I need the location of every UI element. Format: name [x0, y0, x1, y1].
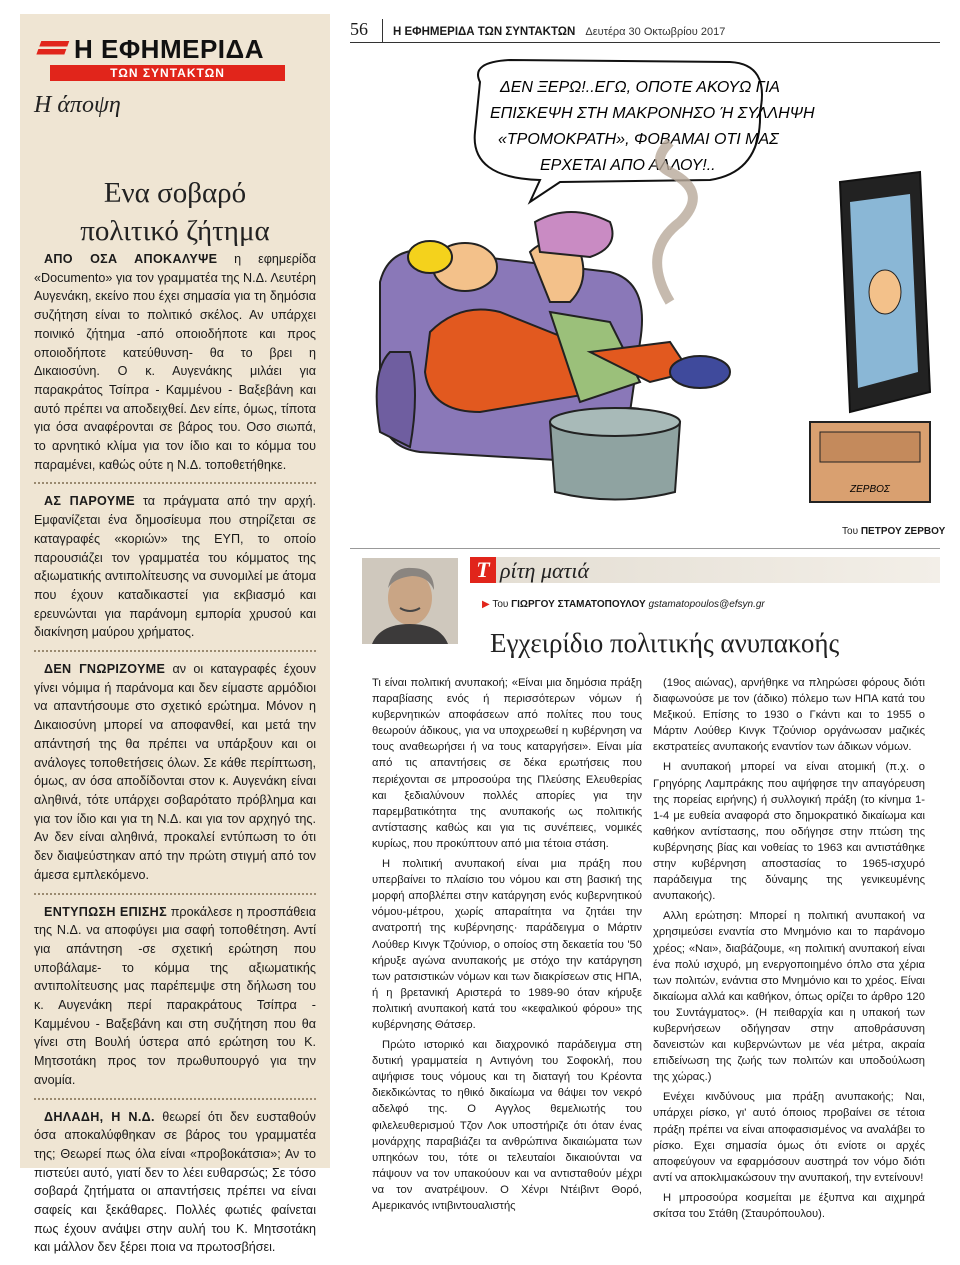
paragraph-lead: ΑΣ ΠΑΡΟΥΜΕ [44, 494, 135, 509]
cartoon-credit [842, 526, 945, 537]
divider [34, 482, 316, 484]
author-portrait-icon [362, 558, 458, 644]
paragraph-text: θεωρεί ότι δεν ευσταθούν όσα αποκαλύφθηκαν σε βάρος του γραμματέα της; Θεωρεί πως όλα είναι «προβοκάτσια»; Αν το πιστεύει αυτό, γιατί δεν το λέει ευθαρσώς; Σε τόσο σοβαρά ζητήματα οι απαντήσεις πρέπει να είναι σαφείς και ξεκάθαρες. Πολλές φωτιές φαίνεται πως έχουν ανάψει στην αυλή του Κ. Μητσοτάκη και μάλλον δεν ξέρει ποια να πρωτοσβήσει. [34, 1109, 316, 1255]
byline-arrow-icon: ▶ [482, 599, 490, 610]
publication-name: Η ΕΦΗΜΕΡΙΔΑ ΤΩΝ ΣΥΝΤΑΚΤΩΝ [393, 26, 576, 38]
column-paragraph: Η πολιτική ανυπακοή είναι μια πράξη που υπερβαίνει το πλαίσιο του νόμου και στη βασική της μορφή αποβλέπει στην κατάργηση ενός κυβερνητικού νόμου-μέτρου, χωρίς απαραίτητα να ζητάει την ανατροπή της κυβέρνησης· παράδειγμα ο Μάρτιν Λούθερ Κινγκ Τζούνιορ, ο οποίος στη δεκαετία του '50 κήρυξε αγώνα ανυπακοής με στόχο την κατάργηση των ρατσιστικών νόμων και των διακρίσεων στις ΗΠΑ, ή η βρετανική Αριστερά το 1989-90 όταν κήρυξε πολιτική ανυπακοή κατά του «κεφαλικού φόρου» της κυβέρνησης Θάτσερ. [372, 858, 642, 1031]
editorial-paragraph [34, 250, 316, 474]
editorial-title-line1: Ενα σοβαρό [103, 177, 247, 209]
logo-main-text: Η ΕΦΗΜΕΡΙΔΑ [74, 34, 264, 64]
paragraph-lead: ΔΗΛΑΔΗ, Η Ν.Δ. [44, 1109, 155, 1124]
page-number: 56 [350, 19, 383, 42]
credit-prefix: Του [842, 526, 861, 537]
divider [34, 1098, 316, 1100]
column-paragraph: Τι είναι πολιτική ανυπακοή; «Είναι μια δημόσια πράξη παραβίασης ενός ή περισσότερων νόμων ή κυβερνητικών αποφάσεων από πολίτες που τους θεωρούν άδικους, για να υποχρεωθεί η κυβέρνηση να τους αναθεωρήσει ή να τους καταργήσει». Είναι μία από τις απαντήσεις σε δέκα ερωτήσεις που περιέχονται σε μπροσούρα της Πλεύσης Ελευθερίας και ξεδιαλύνουν πολλές απορίες για την παρεμβατικότητα της ανυπακοής ως πολιτικής αντίστασης καθώς και για τις συνέπειες, νομικές κυρίως, που προκύπτουν από μια τέτοια στάση. [372, 677, 642, 850]
byline-prefix: Του [492, 599, 512, 610]
editorial-paragraph [34, 903, 316, 1090]
editorial-column [20, 14, 330, 1255]
column-paragraph: (19ος αιώνας), αρνήθηκε να πληρώσει φόρους διότι διαφωνούσε με τον (άδικο) πόλεμο των ΗΠΑ κατά του Μεξικού. Επίσης το 1930 ο Γκάντι και το 1955 ο Μάρτιν Λούθερ Κινγκ Τζούνιορ οργάνωσαν μαζικές εκστρατείες ανυπακοής εναντίον των άδικων νόμων. [653, 677, 925, 754]
cartoonist-signature: ΖΕΡΒΟΣ [850, 484, 890, 495]
logo-mark-icon [35, 41, 70, 59]
author-photo [362, 558, 458, 644]
editorial-title [20, 174, 330, 250]
column-headline: Εγχειρίδιο πολιτικής ανυπακοής [490, 628, 840, 658]
speech-line-4: ΕΡΧΕΤΑΙ ΑΠΟ ΑΛΛΟΥ!.. [540, 157, 716, 174]
divider [34, 893, 316, 895]
section-title: Η άποψη [34, 92, 121, 118]
column-paragraph: Πρώτο ιστορικό και διαχρονικό παράδειγμα στη δυτική γραμματεία η Αντιγόνη του Σοφοκλή, που αψήφισε τους νόμους και τη διαταγή του Κρέοντα διεκδικώντας το ηθικό δικαίωμα να θάψει τον νεκρό αδελφό της. Ο Αγγλος θεμελιωτής του φιλελευθερισμού Τζον Λοκ υποστήριζε ότι όταν ένας μονάρχης παραβιάζει τα ανθρώπινα δικαιώματα των υπηκόων του, τότε οι τελευταίοι δικαιούνται να πάψουν να τον υπακούουν και να αντισταθούν μέχρι να τον ανατρέψουν. Ο Χένρι Ντέιβιντ Θορό, Αμερικανός ιντιβιντουαλιστής [372, 1039, 642, 1212]
editorial-paragraph [34, 660, 316, 884]
paragraph-lead: ΔΕΝ ΓΝΩΡΙΖΟΥΜΕ [44, 662, 166, 677]
column-paragraph: Η ανυπακοή μπορεί να είναι ατομική (π.χ. ο Γρηγόρης Λαμπράκης που αψήφησε την απαγόρευση της πορείας ειρήνης) ή συλλογική πράξη (το κίνημα 1-1-4 με ευθεία αναφορά στο δημοκρατικό δικαίωμα και καθήκον αντίστασης, που οδήγησε στην πτώση της κυβέρνησης βίας και νοθείας το 1963 και αντιστάθηκε στην κυβέρνηση αποστασίας το 1965-ισχυρό παράδειγμα της δύναμης της γενικευμένης ανυπακοής). [653, 761, 925, 903]
logo-sub-text: ΤΩΝ ΣΥΝΤΑΚΤΩΝ [50, 65, 285, 81]
editorial-body [34, 250, 316, 1265]
speech-line-2: ΕΠΙΣΚΕΨΗ ΣΤΗ ΜΑΚΡΟΝΗΣΟ Ή ΣΥΛΛΗΨΗ [490, 105, 815, 122]
speech-line-3: «ΤΡΟΜΟΚΡΑΤΗ», ΦΟΒΑΜΑΙ ΟΤΙ ΜΑΣ [498, 131, 779, 148]
byline [482, 599, 765, 610]
speech-line-1: ΔΕΝ ΞΕΡΩ!..ΕΓΩ, ΟΠΟΤΕ ΑΚΟΥΩ ΓΙΑ [500, 79, 780, 96]
paragraph-lead: ΕΝΤΥΠΩΣΗ ΕΠΙΣΗΣ [44, 904, 167, 919]
column-text-b [653, 675, 925, 1226]
column-text-a [372, 675, 642, 1218]
newspaper-logo [38, 34, 298, 81]
page-header [350, 20, 940, 43]
cartoon-illustration [350, 52, 940, 522]
publication-date: Δευτέρα 30 Οκτωβρίου 2017 [585, 26, 726, 38]
paragraph-text: προκάλεσε η προσπάθεια της Ν.Δ. να αποφύγει μια σαφή τοποθέτηση. Αντί για απάντηση -σε σχετική ερώτηση που υποβάλαμε- το κόμμα της αξιωματικής αντιπολίτευσης μας παρέπεμψε στη δήλωση του κ. Αυγενάκη περί παρακράτους Τσίπρα - Καμμένου - Βαξεβάνη και στη συζήτηση που θα γίνει στη Βουλή ύστερα από ερώτηση του Κ. Μητσοτάκη προς τον πρωθυπουργό για την ανομία. [34, 904, 317, 1087]
column-paragraph: Ενέχει κινδύνους μια πράξη ανυπακοής; Ναι, υπάρχει ρίσκο, γι' αυτό όποιος προβαίνει σε τέτοια πράξη πρέπει να είναι αποφασισμένος να αναλάβει το ρίσκο. Εχει σημασία όμως ότι ενίοτε οι αρχές αποφεύγουν να εφαρμόσουν αυστηρά τον νόμο διότι αντί να αποκλιμακώσουν την ανυπακοή, την εντείνουν! [653, 1091, 925, 1184]
column-label-text: ρίτη ματιά [500, 558, 590, 583]
column-paragraph: Αλλη ερώτηση: Μπορεί η πολιτική ανυπακοή να χρησιμεύσει εναντία στο Μνημόνιο και το παράνομο χρέος; «Ναι», διαβάζουμε, «η πολιτική ανυπακοή είναι ένα πολύ ισχυρό, μη ενεργοποιημένο όπλο στα χέρια των πολιτών, ενάντια στο Μνημόνιο και το χρέος. Είναι δικαίωμα αλλά και καθήκον, όπως ορίζει το άρθρο 120 του Συντάγματος». (Η πειθαρχία και η υπακοή των κυβερνήσεων οδήγησαν στην αποθράσυνση δανειστών και κυβερνώντων με νέα μέτρα, ακραία επιδείνωση της ζωής των πολιτών και υποδούλωση της χώρας.) [653, 910, 925, 1084]
divider [34, 650, 316, 652]
editorial-paragraph [34, 1108, 316, 1258]
paragraph-text: η εφημερίδα «Documento» για τον γραμματέα της Ν.Δ. Λευτέρη Αυγενάκη, εκείνο που έχει σημασία για τη δημόσια συζήτηση είναι το πολιτικό σκέλος. Αν υπάρχει ποινικό ζήτημα -από οποιοδήποτε και προς οποιοδήποτε κατεύθυνση- θα το βρει η Δικαιοσύνη. Ο κ. Αυγενάκης μιλάει για παρακράτος Τσίπρα - Καμμένου - Βαξεβάνη και αυτό πρέπει να αποδειχθεί. Δεν είπε, όμως, τίποτα για όσα αναφέρονται σε βάρος του. Οσο σιωπά, το αρνητικό κλίμα για τον ίδιο και το κόμμα του παραμένει, καθώς ούτε η Ν.Δ. τοποθετήθηκε. [34, 252, 316, 472]
byline-email: gstamatopoulos@efsyn.gr [648, 599, 765, 610]
credit-name: ΠΕΤΡΟΥ ΖΕΡΒΟΥ [860, 526, 946, 537]
column-label-initial: Τ [470, 557, 496, 583]
paragraph-text: τα πράγματα από την αρχή. Εμφανίζεται ένα δημοσίευμα που στηρίζεται σε καταγραφές «κοριών» της ΕΥΠ, το οποίο παρουσιάζει τον γραμματέα του κόμματος της αξιωματικής αντιπολίτευσης να συνομιλεί με άτομα που έχουν καταδικαστεί για εκβιασμό και ερευνώνται για παράνομη εμπορία χρυσού και διακίνηση μαύρου χρήματος. [34, 494, 316, 640]
paragraph-lead: ΑΠΟ ΟΣΑ ΑΠΟΚΑΛΥΨΕ [44, 252, 218, 266]
byline-author: ΓΙΩΡΓΟΥ ΣΤΑΜΑΤΟΠΟΥΛΟΥ [511, 599, 646, 610]
editorial-paragraph [34, 492, 316, 642]
column-paragraph: Η μπροσούρα κοσμείται με έξυπνα και αιχμηρά σκίτσα του Στάθη (Σταυρόπουλου). [653, 1191, 925, 1220]
paragraph-text: αν οι καταγραφές έχουν γίνει νόμιμα ή παράνομα και δεν είμαστε αρμόδιοι να απαντήσουμε στο σχετικό ερώτημα. Μόνον η Δικαιοσύνη μπορεί να αποφανθεί, και μετά την απάντησή της θα πρέπει να υπάρξουν και οι ανάλογες τοποθετήσεις όλων. Σε κάθε περίπτωση, όμως, αν όσα αποδίδονται στον κ. Αυγενάκη είναι αληθινά, τότε υπάρχει σοβαρότατο πρόβλημα και για τον ίδιο και για τη Ν.Δ. και για τον αρχηγό της. Αν δεν είναι αληθινά, προκαλεί εντύπωση το ότι δεν διαψεύστηκαν από την πρώτη στιγμή από τον άμεσα εμπλεκόμενο. [34, 662, 316, 882]
column-label [470, 557, 940, 583]
editorial-title-line2: πολιτικό ζήτημα [80, 215, 270, 247]
